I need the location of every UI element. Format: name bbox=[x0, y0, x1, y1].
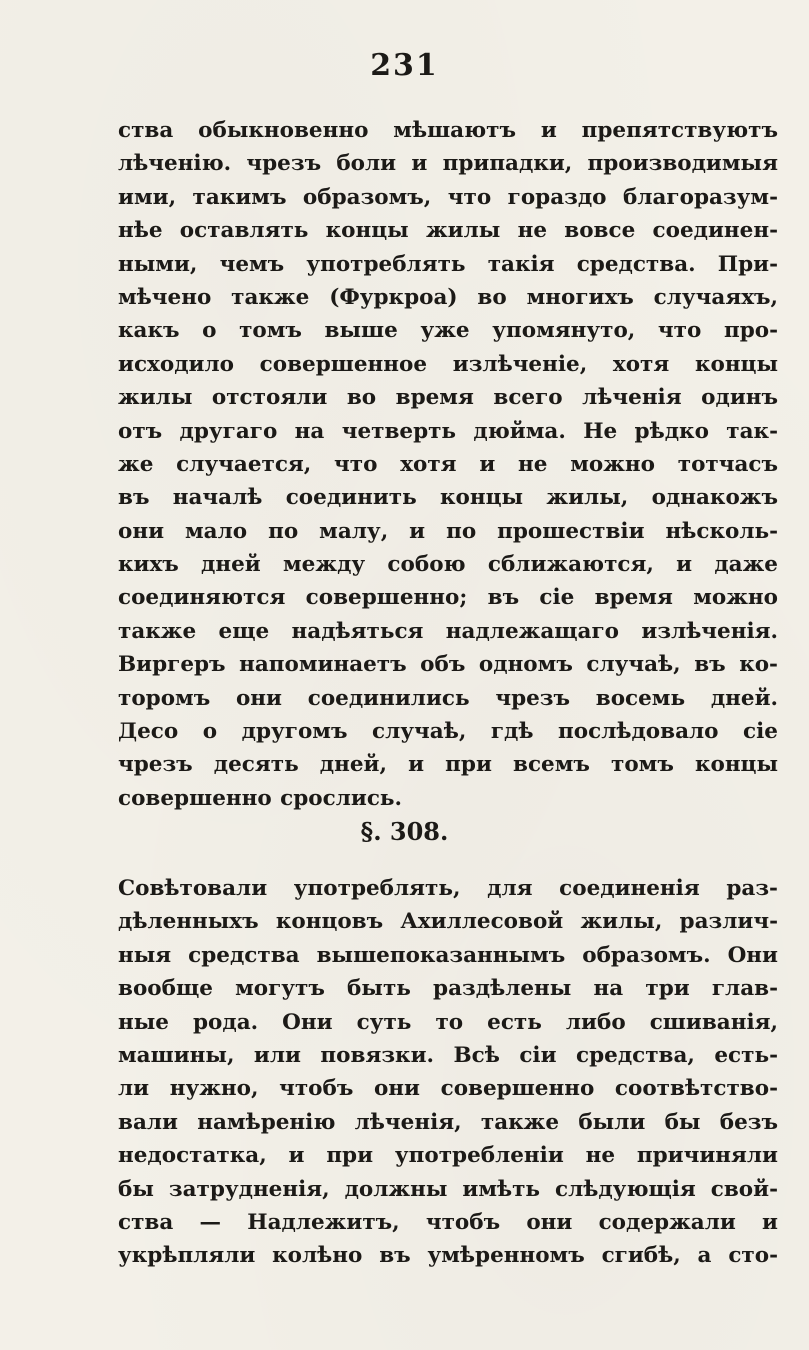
text-line: кихъ дней между собою сближаются, и даже bbox=[118, 552, 778, 578]
text-line: ными, чемъ употреблять такія средства. При- bbox=[118, 251, 778, 277]
text-line: ими, такимъ образомъ, что гораздо благоразум- bbox=[118, 184, 778, 210]
text-line: лѣченію. чрезъ боли и припадки, производимыя bbox=[118, 151, 778, 177]
text-line: недостатка, и при употребленіи не причиняли bbox=[118, 1143, 778, 1169]
page-number: 231 bbox=[370, 48, 439, 83]
text-line: ства — Надлежитъ, чтобъ они содержали и bbox=[118, 1209, 778, 1235]
text-line: ныя средства вышепоказаннымъ образомъ. Они bbox=[118, 942, 778, 968]
text-line: въ началѣ соединить концы жилы, однакожъ bbox=[118, 485, 778, 511]
section-heading: §. 308. bbox=[360, 817, 449, 846]
text-line: какъ о томъ выше уже упомянуто, что про- bbox=[118, 318, 778, 344]
text-line: ные рода. Они суть то есть либо сшиванія, bbox=[118, 1009, 778, 1035]
text-line: машины, или повязки. Всѣ сіи средства, есть- bbox=[118, 1042, 778, 1068]
paragraph-2 bbox=[118, 872, 778, 1273]
text-line: они мало по малу, и по прошествіи нѣсколь- bbox=[118, 518, 778, 544]
text-line: нѣе оставлять концы жилы не вовсе соединен- bbox=[118, 218, 778, 244]
text-line: совершенно срослись. bbox=[118, 785, 402, 811]
text-line: вали намѣренію лѣченія, также были бы безъ bbox=[118, 1109, 778, 1135]
text-line: бы затрудненія, должны имѣть слѣдующія свой- bbox=[118, 1176, 778, 1202]
text-line: чрезъ десять дней, и при всемъ томъ концы bbox=[118, 752, 778, 778]
text-line: вообще могутъ быть раздѣлены на три глав- bbox=[118, 976, 778, 1002]
text-line: отъ другаго на четверть дюйма. Не рѣдко так- bbox=[118, 418, 778, 444]
text-line: ли нужно, чтобъ они совершенно соотвѣтство- bbox=[118, 1076, 778, 1102]
text-line: укрѣпляли колѣно въ умѣренномъ сгибѣ, а сто- bbox=[118, 1243, 778, 1269]
text-line: ства обыкновенно мѣшаютъ и препятствуютъ bbox=[118, 118, 778, 143]
text-line: Десо о другомъ случаѣ, гдѣ послѣдовало сіе bbox=[118, 719, 778, 745]
text-line: соединяются совершенно; въ сіе время можно bbox=[118, 585, 778, 611]
text-line: торомъ они соединились чрезъ восемь дней. bbox=[118, 685, 778, 711]
paragraph-1 bbox=[118, 114, 778, 815]
text-line: Виргеръ напоминаетъ объ одномъ случаѣ, въ ко- bbox=[118, 652, 778, 678]
text-line: дѣленныхъ концовъ Ахиллесовой жилы, различ- bbox=[118, 909, 778, 935]
text-line: мѣчено также (Фуркроа) во многихъ случаяхъ, bbox=[118, 284, 778, 310]
text-line: исходило совершенное излѣченіе, хотя концы bbox=[118, 351, 778, 377]
text-line: же случается, что хотя и не можно тотчасъ bbox=[118, 451, 778, 477]
text-line: также еще надѣяться надлежащаго излѣченія. bbox=[118, 618, 778, 644]
text-line: жилы отстояли во время всего лѣченія одинъ bbox=[118, 385, 778, 411]
text-line: Совѣтовали употреблять, для соединенія раз- bbox=[118, 876, 778, 901]
